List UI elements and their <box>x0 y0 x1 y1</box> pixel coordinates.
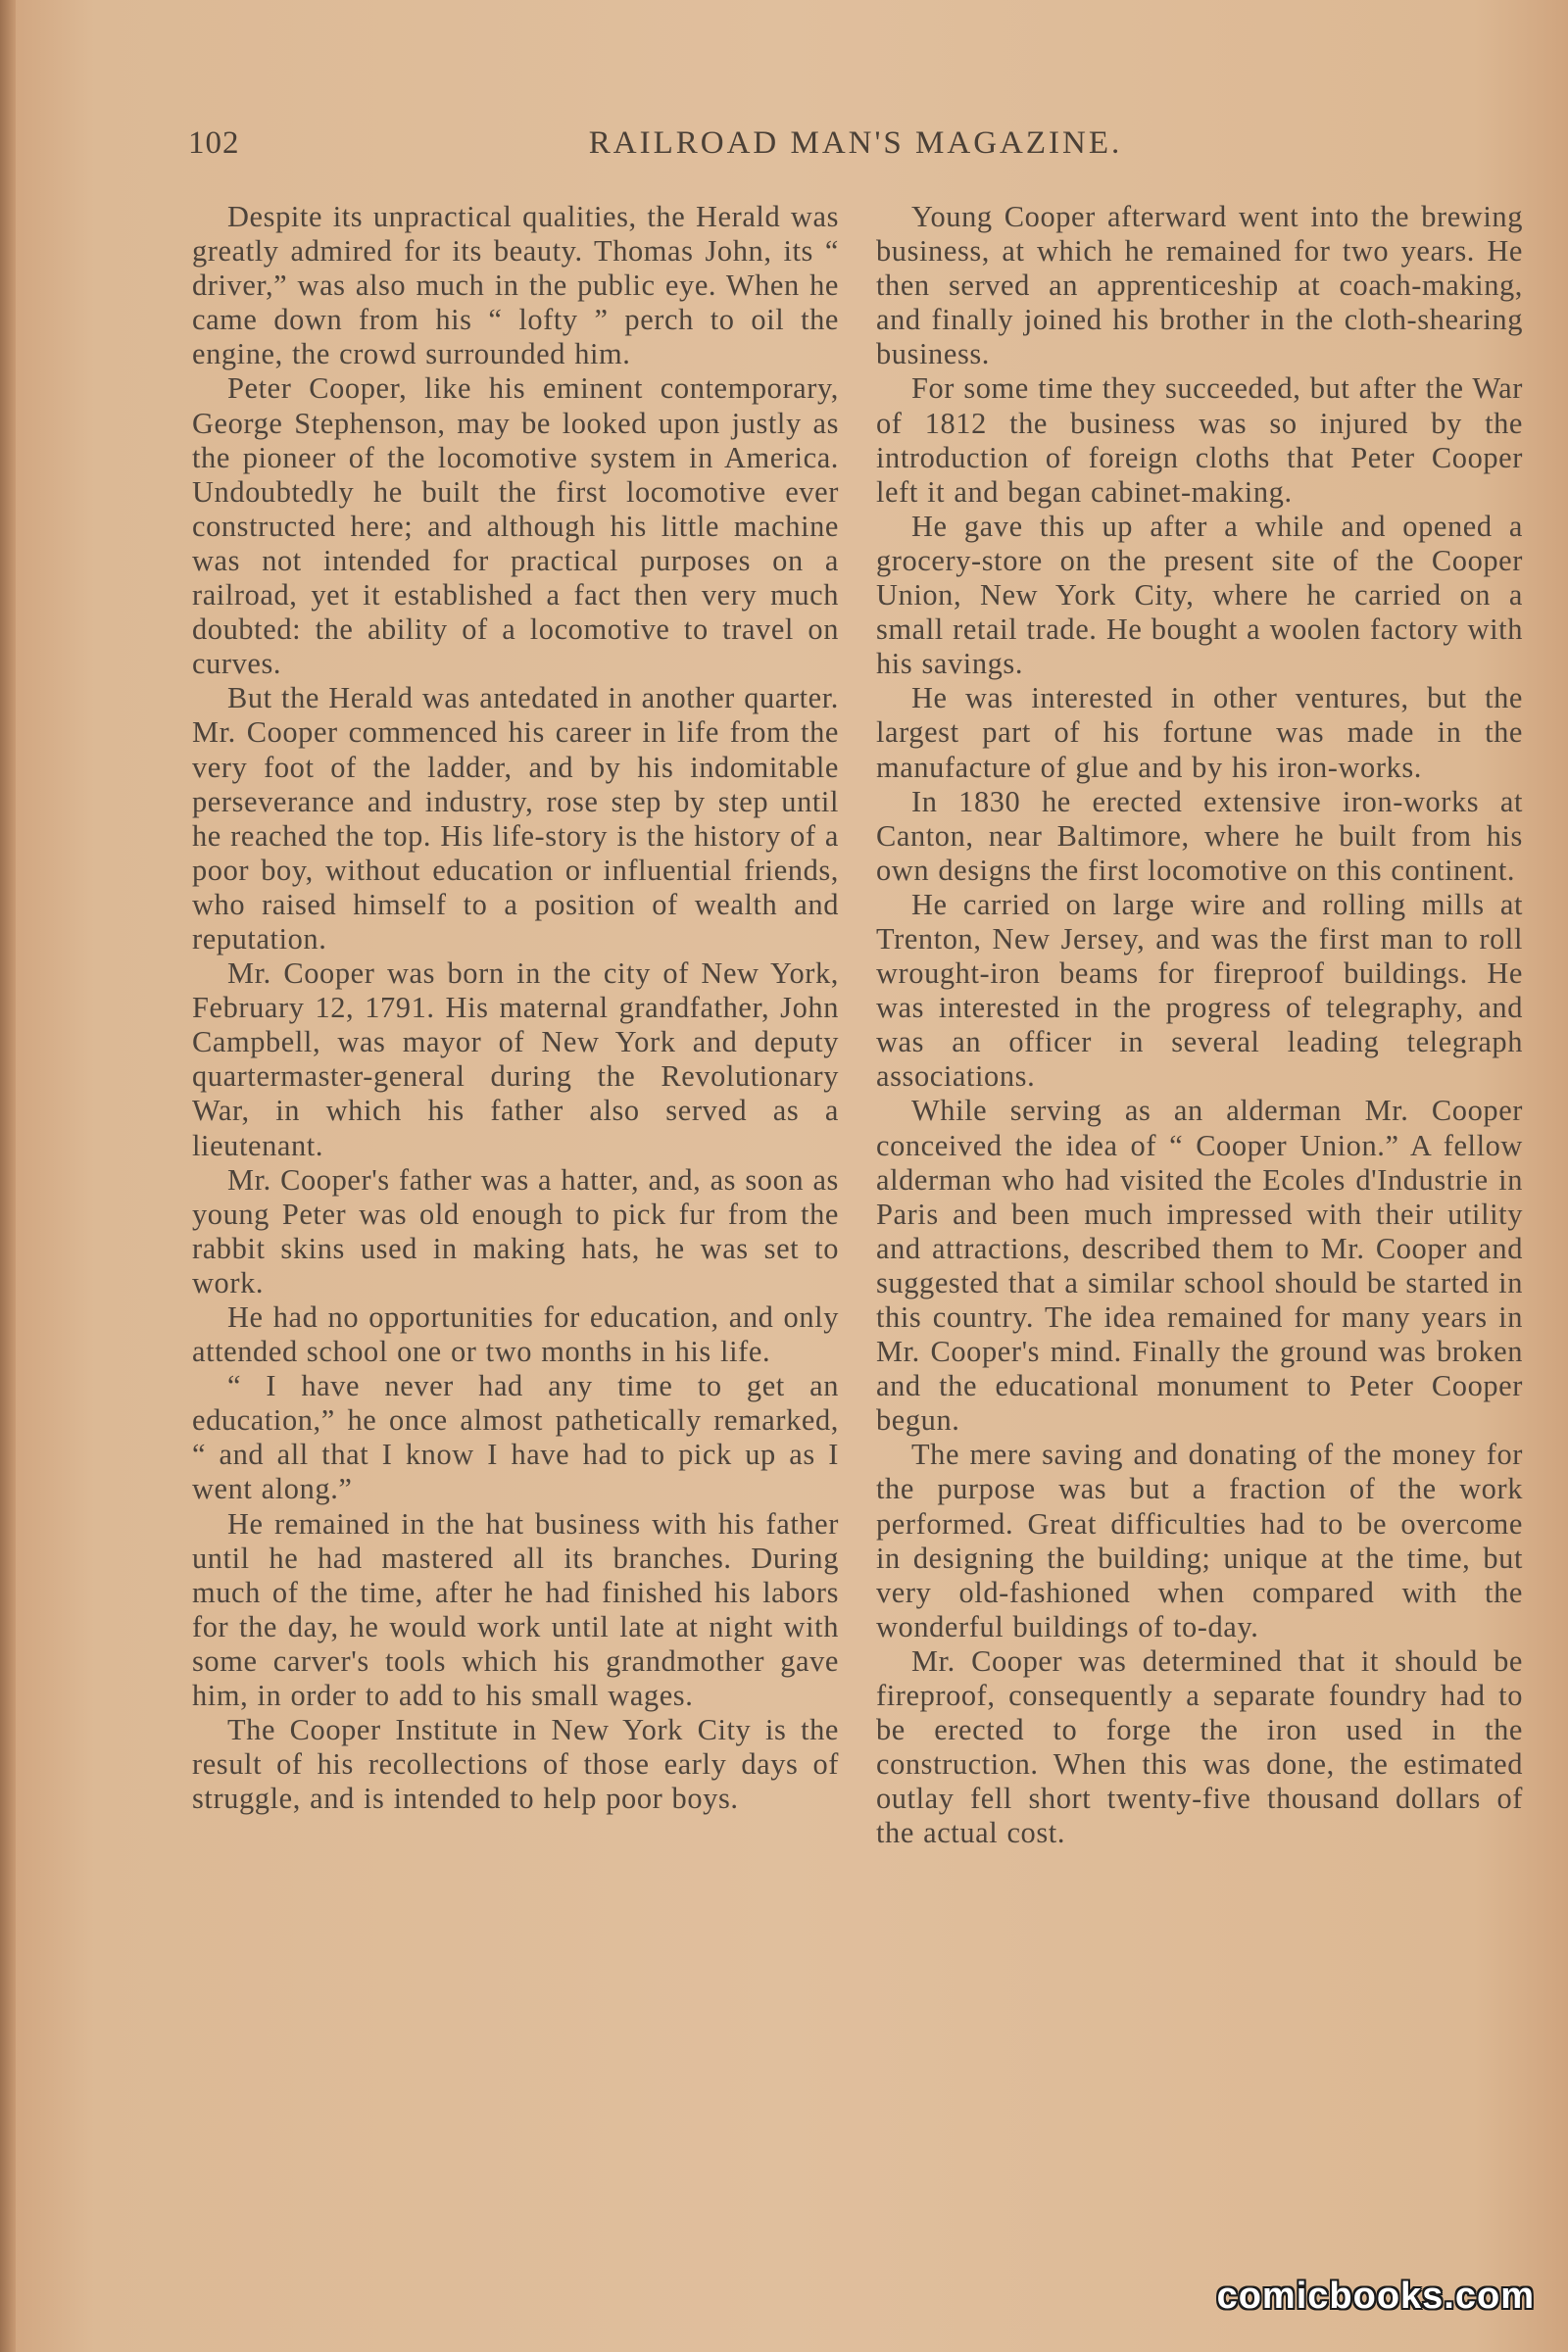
paragraph: He was interested in other ventures, but the largest part of his fortune was made in the manufacture of glue and by his iron-works. <box>876 681 1523 784</box>
paragraph: He carried on large wire and rolling mills at Trenton, New Jersey, and was the first man to roll wrought-iron beams for fireproof buildings. He was interested in the progress of telegraphy, and was an officer in several leading telegraph associations. <box>876 887 1523 1094</box>
paragraph: For some time they succeeded, but after the War of 1812 the business was so injured by the introduction of foreign cloths that Peter Cooper left it and began cabinet-making. <box>876 371 1523 509</box>
binding-edge <box>0 0 16 2352</box>
paragraph: The mere saving and donating of the money for the purpose was but a fraction of the work performed. Great difficulties had to be overcome in designing the building; unique at the time, but very old-fashioned when compared with the wonderful buildings of to-day. <box>876 1438 1523 1643</box>
paragraph: But the Herald was antedated in another quarter. Mr. Cooper commenced his career in life from the very foot of the ladder, and by his indomitable perseverance and industry, rose step by step until he reached the top. His life-story is the history of a poor boy, without education or influential friends, who raised himself to a position of wealth and reputation. <box>192 681 839 956</box>
paragraph: Young Cooper afterward went into the brewing business, at which he remained for two years. He then served an apprenticeship at coach-making, and finally joined his brother in the cloth-shearing business. <box>876 200 1523 371</box>
paragraph: In 1830 he erected extensive iron-works at Canton, near Baltimore, where he built from his own designs the first locomotive on this continent. <box>876 784 1523 887</box>
paragraph: Mr. Cooper was born in the city of New York, February 12, 1791. His maternal grandfather, John Campbell, was mayor of New York and deputy quartermaster-general during the Revolutionary War, in which his father also served as a lieutenant. <box>192 956 839 1162</box>
page-number: 102 <box>188 125 240 161</box>
paragraph: He had no opportunities for education, and only attended school one or two months in his life. <box>192 1300 839 1369</box>
running-title: RAILROAD MAN'S MAGAZINE. <box>588 125 1123 161</box>
right-column <box>876 200 1523 1851</box>
paragraph: Peter Cooper, like his eminent contemporary, George Stephenson, may be looked upon justly as the pioneer of the locomotive system in America. Undoubtedly he built the first locomotive ever constructed here; and although his little machine was not intended for practical purposes on a railroad, yet it established a fact then very much doubted: the ability of a locomotive to travel on curves. <box>192 371 839 681</box>
paragraph: Mr. Cooper's father was a hatter, and, as soon as young Peter was old enough to pick fur from the rabbit skins used in making hats, he was set to work. <box>192 1162 839 1299</box>
left-column <box>192 200 839 1816</box>
paragraph: While serving as an alderman Mr. Cooper conceived the idea of “ Cooper Union.” A fellow alderman who had visited the Ecoles d'Industrie in Paris and been much impressed with their utility and attractions, described them to Mr. Cooper and suggested that a similar school should be started in this country. The idea remained for many years in Mr. Cooper's mind. Finally the ground was broken and the educational monument to Peter Cooper begun. <box>876 1094 1523 1438</box>
watermark-logo: comicbooks.com <box>1216 2276 1535 2317</box>
page-header <box>188 125 1523 171</box>
paragraph: “ I have never had any time to get an education,” he once almost pathetically remarked, “ and all that I know I have had to pick up as I went along.” <box>192 1369 839 1506</box>
paragraph: The Cooper Institute in New York City is the result of his recollections of those early days of struggle, and is intended to help poor boys. <box>192 1713 839 1816</box>
paragraph: Despite its unpractical qualities, the Herald was greatly admired for its beauty. Thomas John, its “ driver,” was also much in the public eye. When he came down from his “ lofty ” perch to oil the engine, the crowd surrounded him. <box>192 200 839 371</box>
paragraph: Mr. Cooper was determined that it should be fireproof, consequently a separate foundry had to be erected to forge the iron used in the construction. When this was done, the estimated outlay fell short twenty-five thousand dollars of the actual cost. <box>876 1643 1523 1850</box>
paragraph: He remained in the hat business with his father until he had mastered all its branches. During much of the time, after he had finished his labors for the day, he would work until late at night with some carver's tools which his grandmother gave him, in order to add to his small wages. <box>192 1506 839 1713</box>
paragraph: He gave this up after a while and opened a grocery-store on the present site of the Cooper Union, New York City, where he carried on a small retail trade. He bought a woolen factory with his savings. <box>876 509 1523 681</box>
